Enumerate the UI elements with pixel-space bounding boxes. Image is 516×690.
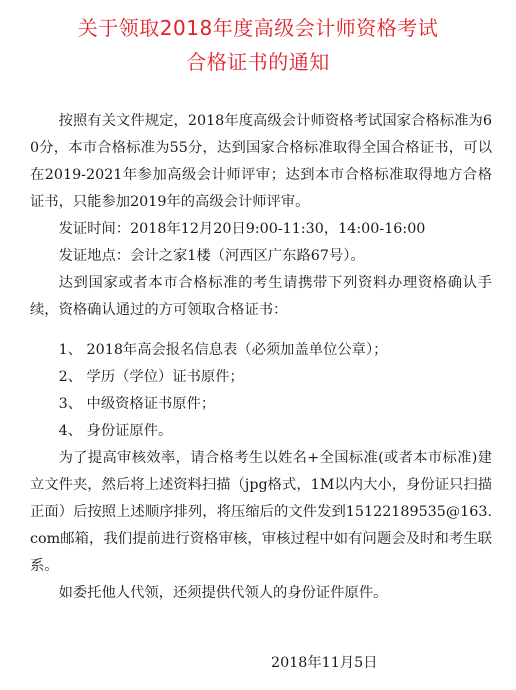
list-item: 2、 学历（学位）证书原件； [58,369,244,385]
paragraph-materials-intro: 达到国家或者本市合格标准的考生请携带下列资料办理资格确认手续，资格确认通过的方可领取合格证书： [30,275,492,318]
paragraph-proxy: 如委托他人代领，还须提供代领人的身份证件原件。 [58,585,388,601]
notice-date: 2018年11月5日 [271,655,378,671]
list-item: 1、 2018年高会报名信息表（必须加盖单位公章）； [58,342,388,358]
paragraph-efficiency: 为了提高审核效率，请合格考生以姓名+全国标准(或者本市标准)建立文件夹，然后将上述资料扫描（jpg格式，1M以内大小，身份证只扫描正面）后按照上述顺序排列，将压缩后的文件发到15122189535@163.com邮箱，我们提前进行资格审核，审核过程中如有问题会及时和考生联系。 [30,450,493,574]
paragraph-rules: 按照有关文件规定，2018年度高级会计师资格考试国家合格标准为60分，本市合格标准为55分，达到国家合格标准取得全国合格证书，可以在2019-2021年参加高级会计师评审；达到本市合格标准取得地方合格证书，只能参加2019年的高级会计师评审。 [30,113,492,210]
paragraph-issue-place: 发证地点：会计之家1楼（河西区广东路67号）。 [58,248,365,264]
notice-body [30,108,492,607]
notice-title-line2: 合格证书的通知 [186,50,330,74]
list-item: 3、 中级资格证书原件； [58,396,216,412]
list-item: 4、 身份证原件。 [58,423,173,439]
paragraph-issue-time: 发证时间：2018年12月20日9:00-11:30，14:00-16:00 [58,221,426,237]
notice-title-line1: 关于领取2018年度高级会计师资格考试 [77,16,439,40]
